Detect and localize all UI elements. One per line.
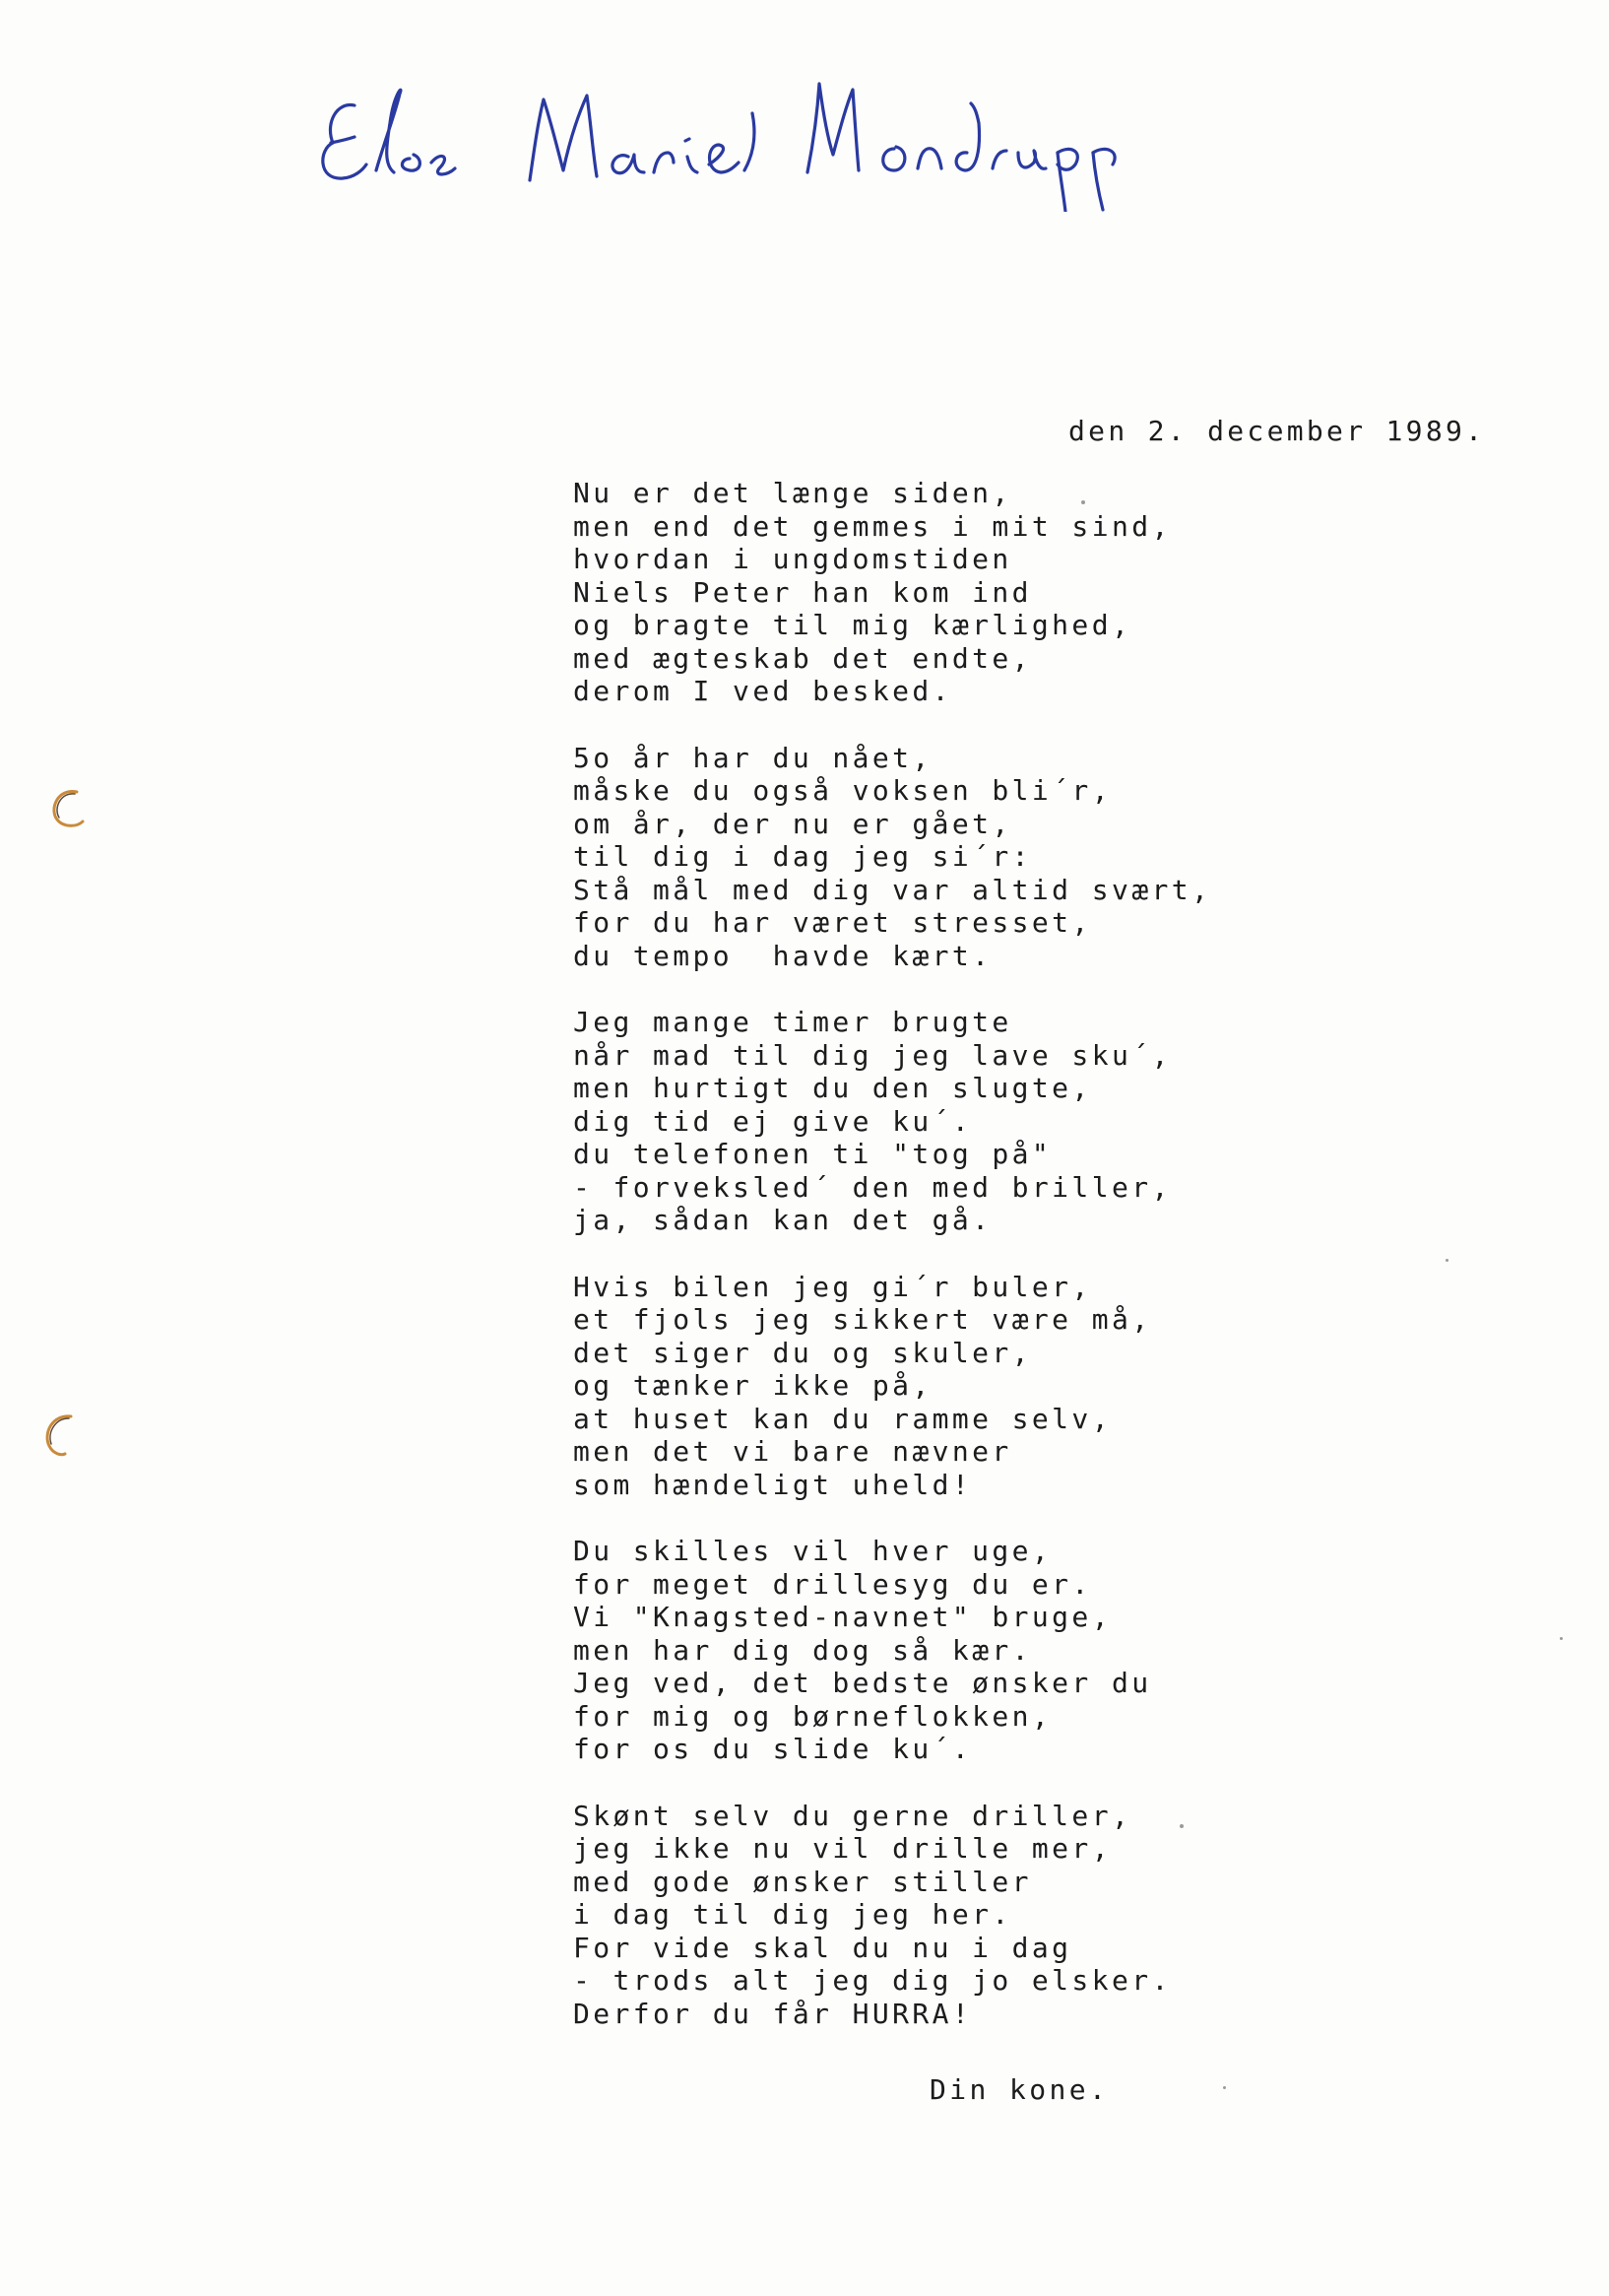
poem-line: Jeg ved, det bedste ønsker du: [573, 1667, 1152, 1699]
poem-line: for os du slide ku´.: [573, 1733, 973, 1765]
stanza-1: [573, 477, 1459, 708]
poem-line: hvordan i ungdomstiden: [573, 543, 1012, 575]
poem-line: om år, der nu er gået,: [573, 807, 1012, 840]
poem-line: for du har været stresset,: [573, 906, 1092, 939]
punch-hole-mark: [41, 1410, 81, 1458]
poem-line: Du skilles vil hver uge,: [573, 1535, 1053, 1567]
signature-drawing: [315, 54, 1477, 212]
poem-line: for mig og børneflokken,: [573, 1699, 1053, 1733]
paper-speck: [1180, 1824, 1184, 1828]
stanza-2: [573, 742, 1459, 973]
poem-line: du tempo havde kært.: [573, 939, 993, 972]
poem-line: Hvis bilen jeg gi´r buler,: [573, 1270, 1092, 1303]
poem-line: men hurtigt du den slugte,: [573, 1072, 1092, 1104]
punch-hole-arc-icon: [41, 1410, 81, 1458]
stanza-3: [573, 1006, 1459, 1237]
poem-line: for meget drillesyg du er.: [573, 1567, 1092, 1601]
punch-hole-arc-icon: [47, 784, 87, 831]
poem-line: ja, sådan kan det gå.: [573, 1204, 993, 1236]
paper-speck: [1560, 1637, 1563, 1640]
poem-line: det siger du og skuler,: [573, 1336, 1032, 1369]
poem-line: - trods alt jeg dig jo elsker.: [573, 1964, 1172, 1997]
poem-line: med gode ønsker stiller: [573, 1865, 1032, 1898]
poem-line: med ægteskab det endte,: [573, 641, 1032, 675]
stanza-5: [573, 1535, 1459, 1766]
poem-line: i dag til dig jeg her.: [573, 1898, 1012, 1931]
handwritten-signature: [315, 54, 1477, 212]
paper-speck: [1081, 500, 1085, 504]
poem-line: til dig i dag jeg si´r:: [573, 840, 1032, 873]
poem-line: Derfor du får HURRA!: [573, 1997, 973, 2030]
poem-line: som hændeligt uheld!: [573, 1468, 973, 1501]
poem-line: du telefonen ti "tog på": [573, 1138, 1053, 1170]
poem-line: Nu er det længe siden,: [573, 477, 1012, 509]
poem: [573, 477, 1459, 2064]
poem-line: derom I ved besked.: [573, 675, 952, 707]
poem-line: og bragte til mig kærlighed,: [573, 609, 1132, 641]
poem-line: når mad til dig jeg lave sku´,: [573, 1038, 1172, 1072]
poem-line: Jeg mange timer brugte: [573, 1006, 1012, 1038]
poem-line: dig tid ej give ku´.: [573, 1104, 973, 1138]
punch-hole-mark: [47, 784, 87, 831]
poem-line: jeg ikke nu vil drille mer,: [573, 1832, 1112, 1865]
poem-line: og tænker ikke på,: [573, 1369, 933, 1402]
stanza-6: [573, 1800, 1459, 2031]
poem-line: men det vi bare nævner: [573, 1435, 1012, 1468]
stanza-4: [573, 1271, 1459, 1502]
poem-line: måske du også voksen bli´r,: [573, 774, 1112, 807]
poem-line: Skønt selv du gerne driller,: [573, 1799, 1132, 1832]
closing-signoff: Din kone.: [930, 2073, 1110, 2106]
poem-line: Niels Peter han kom ind: [573, 575, 1032, 609]
letter-date: den 2. december 1989.: [1068, 415, 1486, 447]
poem-line: men har dig dog så kær.: [573, 1633, 1032, 1667]
poem-line: Vi "Knagsted-navnet" bruge,: [573, 1601, 1112, 1633]
paper-speck: [1446, 1259, 1448, 1262]
poem-line: at huset kan du ramme selv,: [573, 1402, 1112, 1435]
poem-line: et fjols jeg sikkert være må,: [573, 1303, 1152, 1336]
poem-line: Stå mål med dig var altid svært,: [573, 873, 1212, 906]
poem-line: For vide skal du nu i dag: [573, 1931, 1072, 1964]
poem-line: 5o år har du nået,: [573, 741, 933, 774]
paper-speck: [1223, 2086, 1226, 2089]
poem-line: - forveksled´ den med briller,: [573, 1170, 1172, 1204]
poem-line: men end det gemmes i mit sind,: [573, 509, 1172, 543]
